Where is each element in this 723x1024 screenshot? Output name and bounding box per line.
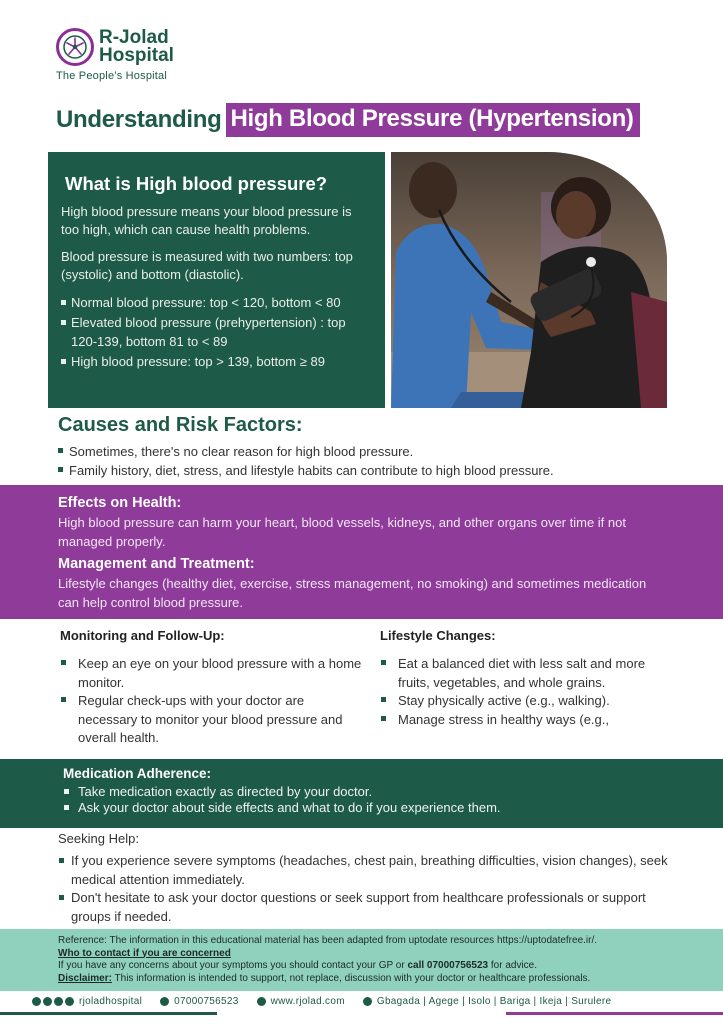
contact-text-after: for advice.: [488, 960, 538, 971]
reference-text: Reference: The information in this educational material has been adapted from uptodate resources https://uptodatefree.ir/.: [58, 935, 598, 946]
management-heading: Management and Treatment:: [58, 556, 255, 572]
brand-tagline: The People’s Hospital: [56, 70, 168, 82]
phone-contact: [160, 996, 238, 1007]
brand-name-line1: R-Jolad: [99, 27, 169, 48]
effects-management-band: [0, 485, 723, 619]
footer-contacts: [32, 996, 629, 1007]
monitoring-list: [60, 655, 365, 748]
effects-text: High blood pressure can harm your heart, blood vessels, kidneys, and other organs over time if not managed properly.: [58, 515, 626, 549]
hospital-header: [56, 26, 356, 88]
medication-list: [63, 784, 661, 816]
monitoring-heading: Monitoring and Follow-Up:: [60, 628, 225, 643]
title-plain: Understanding: [56, 106, 222, 133]
footer-divider: [0, 1012, 723, 1015]
what-heading: What is High blood pressure?: [65, 173, 328, 194]
list-item: Sometimes, there's no clear reason for high blood pressure.: [58, 442, 698, 461]
phone-number[interactable]: 07000756523: [174, 996, 239, 1007]
management-text: Lifestyle changes (healthy diet, exercise, stress management, no smoking) and sometimes medication can help control blood pressure.: [58, 576, 647, 610]
list-item: Family history, diet, stress, and lifestyle habits can contribute to high blood pressure.: [58, 461, 698, 480]
blood-pressure-check-photo: [391, 152, 667, 408]
reference-band: [0, 929, 723, 991]
contact-text: [58, 960, 723, 973]
title-highlight: High Blood Pressure (Hypertension): [226, 103, 639, 137]
medication-heading: Medication Adherence:: [63, 766, 212, 781]
website-contact: [257, 996, 345, 1007]
causes-heading: Causes and Risk Factors:: [58, 414, 303, 436]
list-item: Stay physically active (e.g., walking).: [380, 692, 670, 711]
list-item: If you experience severe symptoms (headaches, chest pain, breathing difficulties, vision changes), seek medical attention immediately.: [58, 852, 678, 889]
seeking-list: [58, 852, 678, 926]
lifestyle-list: [380, 655, 670, 729]
list-item: Ask your doctor about side effects and what to do if you experience them.: [63, 800, 661, 816]
what-para1: High blood pressure means your blood pressure is too high, which can cause health problems.: [61, 204, 352, 237]
list-item: Regular check-ups with your doctor are necessary to monitor your blood pressure and overall health.: [60, 692, 365, 748]
list-item: Take medication exactly as directed by your doctor.: [63, 784, 661, 800]
list-item: Keep an eye on your blood pressure with a home monitor.: [60, 655, 365, 692]
locations-text: Gbagada | Agege | Isolo | Bariga | Ikeja | Surulere: [376, 996, 612, 1007]
causes-section: [58, 414, 698, 480]
contact-text-before: If you have any concerns about your symptoms you should contact your GP or: [58, 960, 408, 971]
facebook-icon[interactable]: [54, 997, 63, 1006]
seeking-heading: Seeking Help:: [58, 831, 139, 846]
social-handle[interactable]: rjoladhospital: [79, 996, 143, 1007]
list-item: Don't hesitate to ask your doctor questions or seek support from healthcare professionals or support groups if needed.: [58, 889, 678, 926]
twitter-icon[interactable]: [43, 997, 52, 1006]
contact-call: call 07000756523: [407, 960, 489, 971]
website-link[interactable]: www.rjolad.com: [270, 996, 345, 1007]
list-item: Manage stress in healthy ways (e.g.,: [380, 711, 670, 730]
list-item: High blood pressure: top > 139, bottom ≥ 89: [61, 352, 371, 372]
effects-heading: Effects on Health:: [58, 495, 182, 511]
linkedin-icon[interactable]: [65, 997, 74, 1006]
phone-icon: [160, 997, 169, 1006]
monitoring-section: [60, 628, 365, 748]
lifestyle-section: [380, 628, 670, 729]
medication-band: [0, 759, 723, 828]
causes-list: [58, 442, 698, 480]
list-item: Elevated blood pressure (prehypertension) : top 120-139, bottom 81 to < 89: [61, 313, 371, 352]
hospital-logo-icon: [56, 28, 94, 66]
brand-name: [99, 29, 174, 65]
disclaimer: [58, 973, 723, 986]
bp-ranges-list: [61, 293, 371, 371]
disclaimer-label: Disclaimer:: [58, 972, 112, 984]
list-item: Eat a balanced diet with less salt and more fruits, vegetables, and whole grains.: [380, 655, 670, 692]
seeking-help-section: [58, 831, 678, 926]
what-is-section: [48, 152, 385, 408]
footer: [0, 993, 723, 1024]
location-pin-icon: [363, 997, 372, 1006]
contact-heading: Who to contact if you are concerned: [58, 947, 231, 959]
instagram-icon[interactable]: [32, 997, 41, 1006]
social-links: [32, 996, 142, 1007]
globe-icon: [257, 997, 266, 1006]
what-para2: Blood pressure is measured with two numbers: top (systolic) and bottom (diastolic).: [61, 249, 353, 282]
lifestyle-heading: Lifestyle Changes:: [380, 628, 496, 643]
list-item: Normal blood pressure: top < 120, bottom < 80: [61, 293, 371, 313]
locations: [363, 996, 612, 1007]
brand-name-line2: Hospital: [99, 45, 174, 66]
page-title: [56, 101, 640, 139]
disclaimer-text: This information is intended to support, not replace, discussion with your doctor or healthcare professionals.: [111, 972, 591, 984]
